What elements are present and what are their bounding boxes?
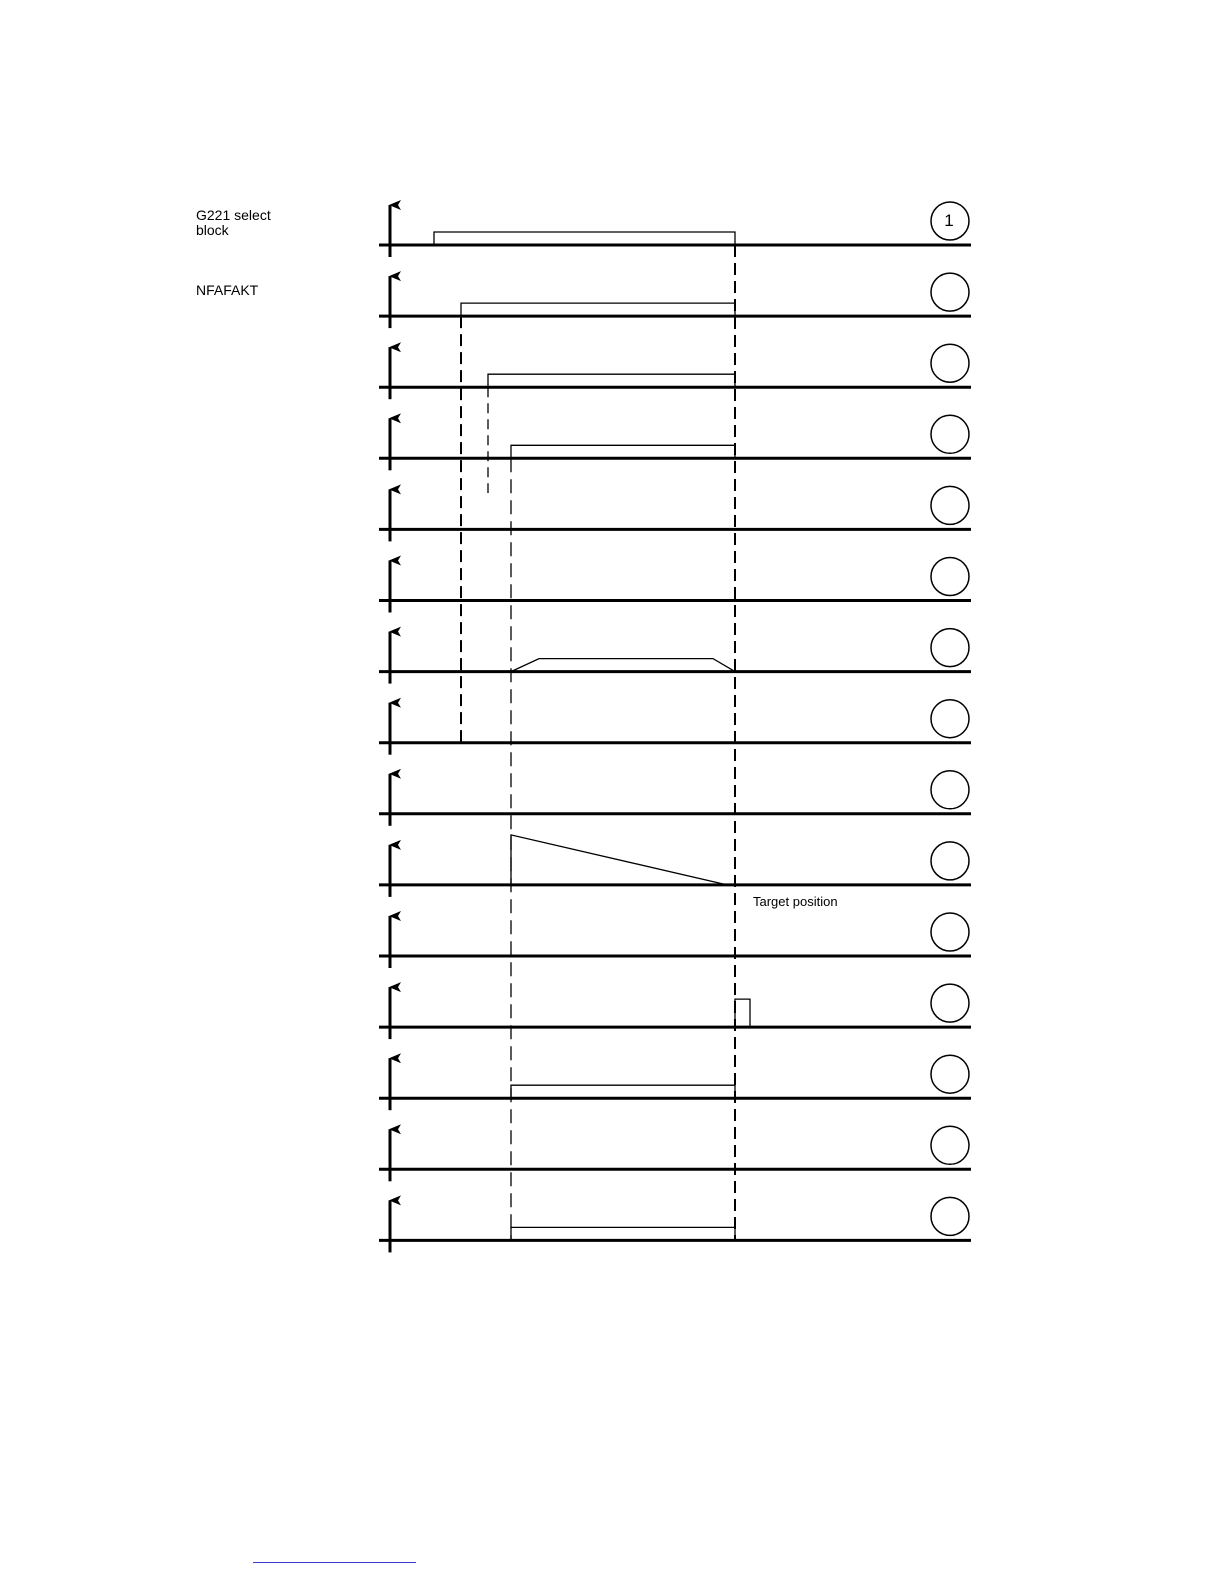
signal-row-10 (379, 835, 971, 897)
signal-row-4 (379, 415, 971, 470)
signal-row-5 (379, 486, 971, 541)
row-number-circle (931, 1197, 969, 1235)
signal-row-1 (379, 202, 971, 257)
row-number-circle (931, 1055, 969, 1093)
signal-waveform (434, 232, 735, 245)
row-number-circle (931, 842, 969, 880)
signal-row-12 (379, 984, 971, 1039)
signal-row-6 (379, 558, 971, 613)
signal-row-2 (379, 273, 971, 328)
signal-row-3 (379, 344, 971, 399)
signal-label-g221-line2: block (196, 222, 229, 238)
signal-waveform (511, 835, 727, 885)
signal-waveform (461, 303, 735, 316)
target-position-label: Target position (753, 894, 838, 909)
row-number-circle (931, 1126, 969, 1164)
signal-waveform (511, 1085, 735, 1098)
row-number-circle (931, 629, 969, 667)
footer-link-underline[interactable] (253, 1562, 416, 1563)
signal-waveform (511, 445, 735, 458)
row-number-circle (931, 771, 969, 809)
row-number-circle (931, 700, 969, 738)
signal-waveform (735, 999, 750, 1027)
signal-row-15 (379, 1197, 971, 1252)
signal-row-8 (379, 700, 971, 755)
signal-row-14 (379, 1126, 971, 1181)
signal-row-9 (379, 771, 971, 826)
signal-rows (379, 202, 971, 1252)
row-number-circle (931, 913, 969, 951)
circle-1-number: 1 (944, 211, 954, 230)
row-number-circle (931, 558, 969, 596)
signal-row-7 (379, 629, 971, 684)
signal-row-11 (379, 913, 971, 968)
signal-waveform (511, 659, 735, 672)
row-number-circle (931, 984, 969, 1022)
row-number-circle (931, 344, 969, 382)
signal-label-nfafakt: NFAFAKT (196, 282, 259, 298)
row-number-circle (931, 415, 969, 453)
row-number-circle (931, 486, 969, 524)
signal-waveform (511, 1227, 735, 1240)
signal-waveform (488, 374, 735, 387)
row-number-circle (931, 273, 969, 311)
signal-label-g221-line1: G221 select (196, 207, 271, 223)
signal-row-13 (379, 1055, 971, 1110)
